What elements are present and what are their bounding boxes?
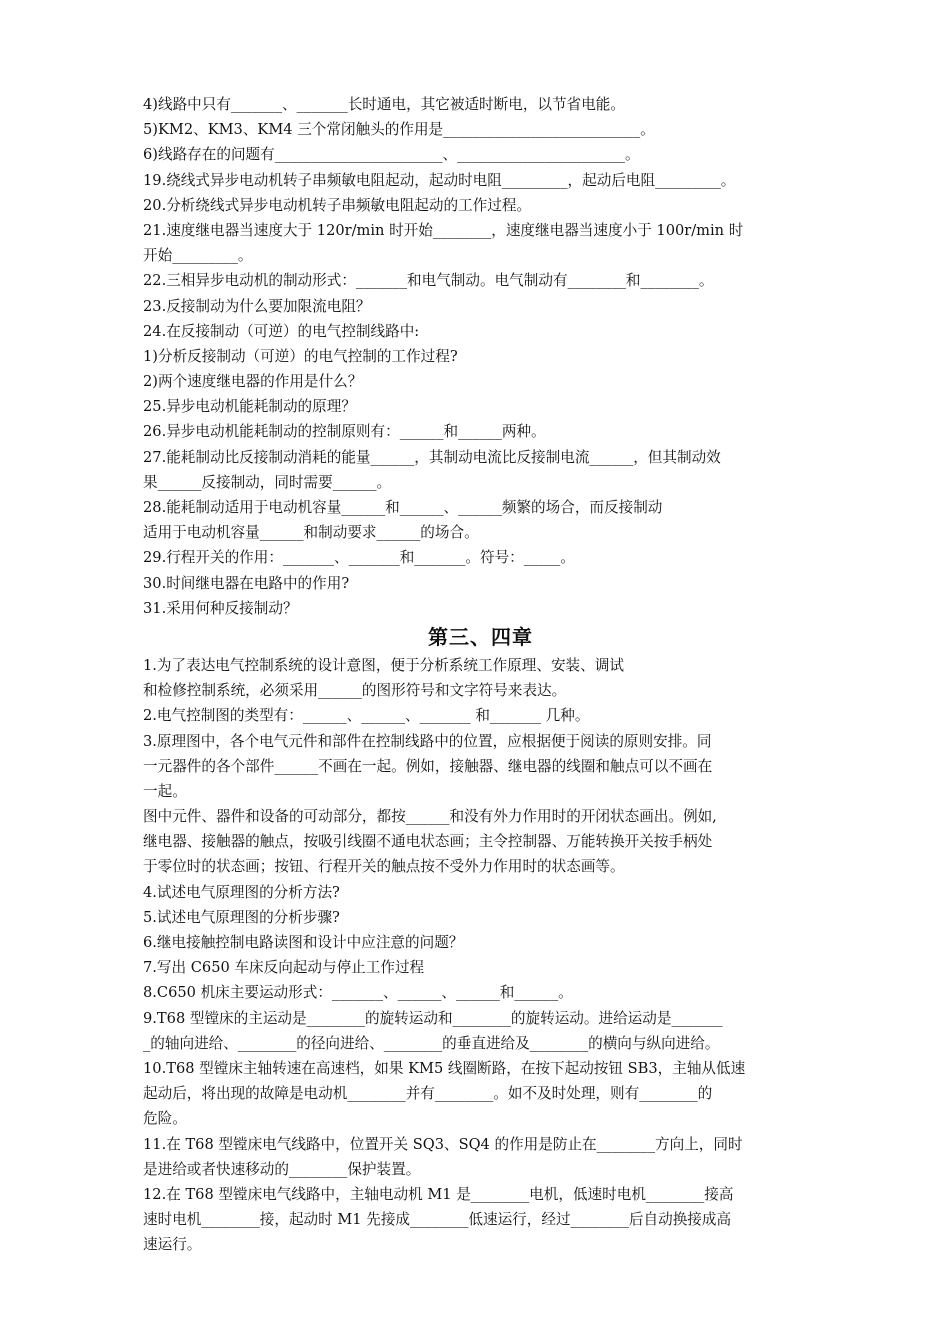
text-line: 开始_________。: [143, 247, 253, 265]
text-line: 是进给或者快速移动的________保护装置。: [143, 1160, 421, 1178]
text-line: 图中元件、器件和设备的可动部分，都按______和没有外力作用时的开闭状态画出。例如,: [143, 808, 717, 826]
text-line: 起动后，将出现的故障是电动机________并有________。如不及时处理，则有________的: [143, 1085, 713, 1103]
text-line: 1)分析反接制动（可逆）的电气控制的工作过程?: [143, 347, 458, 365]
question-list-top: [143, 92, 818, 621]
text-line: 28.能耗制动适用于电动机容量______和______、______频繁的场合，而反接制动: [143, 499, 663, 516]
document-page: [143, 92, 818, 1257]
text-line: 3.原理图中，各个电气元件和部件在控制线路中的位置，应根据便于阅读的原则安排。同: [143, 732, 712, 750]
text-line: 10.T68 型镗床主轴转速在高速档，如果 KM5 线圈断路，在按下起动按钮 SB3，主轴从低速: [143, 1059, 746, 1077]
text-line: 20.分析绕线式异步电动机转子串频敏电阻起动的工作过程。: [143, 196, 532, 214]
text-line: 9.T68 型镗床的主运动是________的旋转运动和________的旋转运动。进给运动是_______: [143, 1009, 723, 1027]
question-list-bottom: [143, 653, 818, 1258]
text-line: 危险。: [143, 1110, 187, 1128]
text-line: 24.在反接制动（可逆）的电气控制线路中:: [143, 322, 420, 340]
text-line: 7.写出 C650 车床反向起动与停止工作过程: [143, 959, 425, 977]
text-line: 30.时间继电器在电路中的作用?: [143, 574, 350, 592]
text-line: 于零位时的状态画；按钮、行程开关的触点按不受外力作用时的状态画等。: [143, 858, 625, 876]
text-line: 适用于电动机容量______和制动要求______的场合。: [143, 524, 479, 542]
text-line: 11.在 T68 型镗床电气线路中，位置开关 SQ3、SQ4 的作用是防止在________方向上，同时: [143, 1135, 743, 1153]
text-line: 5.试述电气原理图的分析步骤?: [143, 908, 340, 926]
text-line: 19.绕线式异步电动机转子串频敏电阻起动，起动时电阻_________，起动后电阻_________。: [143, 171, 736, 189]
text-line: 8.C650 机床主要运动形式：_______、______、______和______。: [143, 984, 573, 1002]
text-line: 31.采用何种反接制动？: [143, 599, 298, 617]
text-line: 继电器、接触器的触点，按吸引线圈不通电状态画；主令控制器、万能转换开关按手柄处: [143, 833, 713, 851]
text-line: 和检修控制系统，必须采用______的图形符号和文字符号来表达。: [143, 682, 567, 700]
text-line: 速运行。: [143, 1236, 202, 1254]
text-line: 27.能耗制动比反接制动消耗的能量______，其制动电流比反接制电流______，但其制动效: [143, 448, 721, 466]
text-line: 25.异步电动机能耗制动的原理？: [143, 398, 356, 416]
chapter-heading: 第三、四章: [428, 624, 533, 649]
text-line: 12.在 T68 型镗床电气线路中，主轴电动机 M1 是________电机，低速时电机________接高: [143, 1185, 734, 1203]
text-line: 1.为了表达电气控制系统的设计意图，便于分析系统工作原理、安装、调试: [143, 656, 624, 674]
text-line: 22.三相异步电动机的制动形式：_______和电气制动。电气制动有________和________。: [143, 272, 714, 290]
text-line: _的轴向进给、________的径向进给、________的垂直进给及________的横向与纵向进给。: [143, 1034, 720, 1052]
text-line: 26.异步电动机能耗制动的控制原则有：______和______两种。: [143, 423, 546, 441]
text-line: 一元器件的各个部件______不画在一起。例如，接触器、继电器的线圈和触点可以不画在: [143, 757, 713, 775]
text-line: 4)线路中只有_______、_______长时通电，其它被适时断电，以节省电能。: [143, 96, 625, 113]
text-line: 2.电气控制图的类型有：______、______、_______ 和_______ 几种。: [143, 707, 590, 725]
text-line: 6.继电接触控制电路读图和设计中应注意的问题？: [143, 934, 464, 951]
text-line: 一起。: [143, 782, 187, 800]
text-line: 29.行程开关的作用：_______、_______和_______。符号：_____。: [143, 549, 575, 567]
text-line: 果______反接制动，同时需要______。: [143, 473, 392, 491]
text-line: 23.反接制动为什么要加限流电阻？: [143, 297, 371, 315]
text-line: 5)KM2、KM3、KM4 三个常闭触头的作用是___________________________。: [143, 121, 655, 139]
text-line: 2)两个速度继电器的作用是什么？: [143, 373, 363, 391]
text-line: 21.速度继电器当速度大于 120r/min 时开始________，速度继电器当速度小于 100r/min 时: [143, 221, 744, 239]
text-line: 速时电机________接，起动时 M1 先接成________低速运行，经过________后自动换接成高: [143, 1211, 732, 1229]
text-line: 6)线路存在的问题有_______________________、_______________________。: [143, 146, 640, 164]
text-line: 4.试述电气原理图的分析方法?: [143, 883, 340, 901]
